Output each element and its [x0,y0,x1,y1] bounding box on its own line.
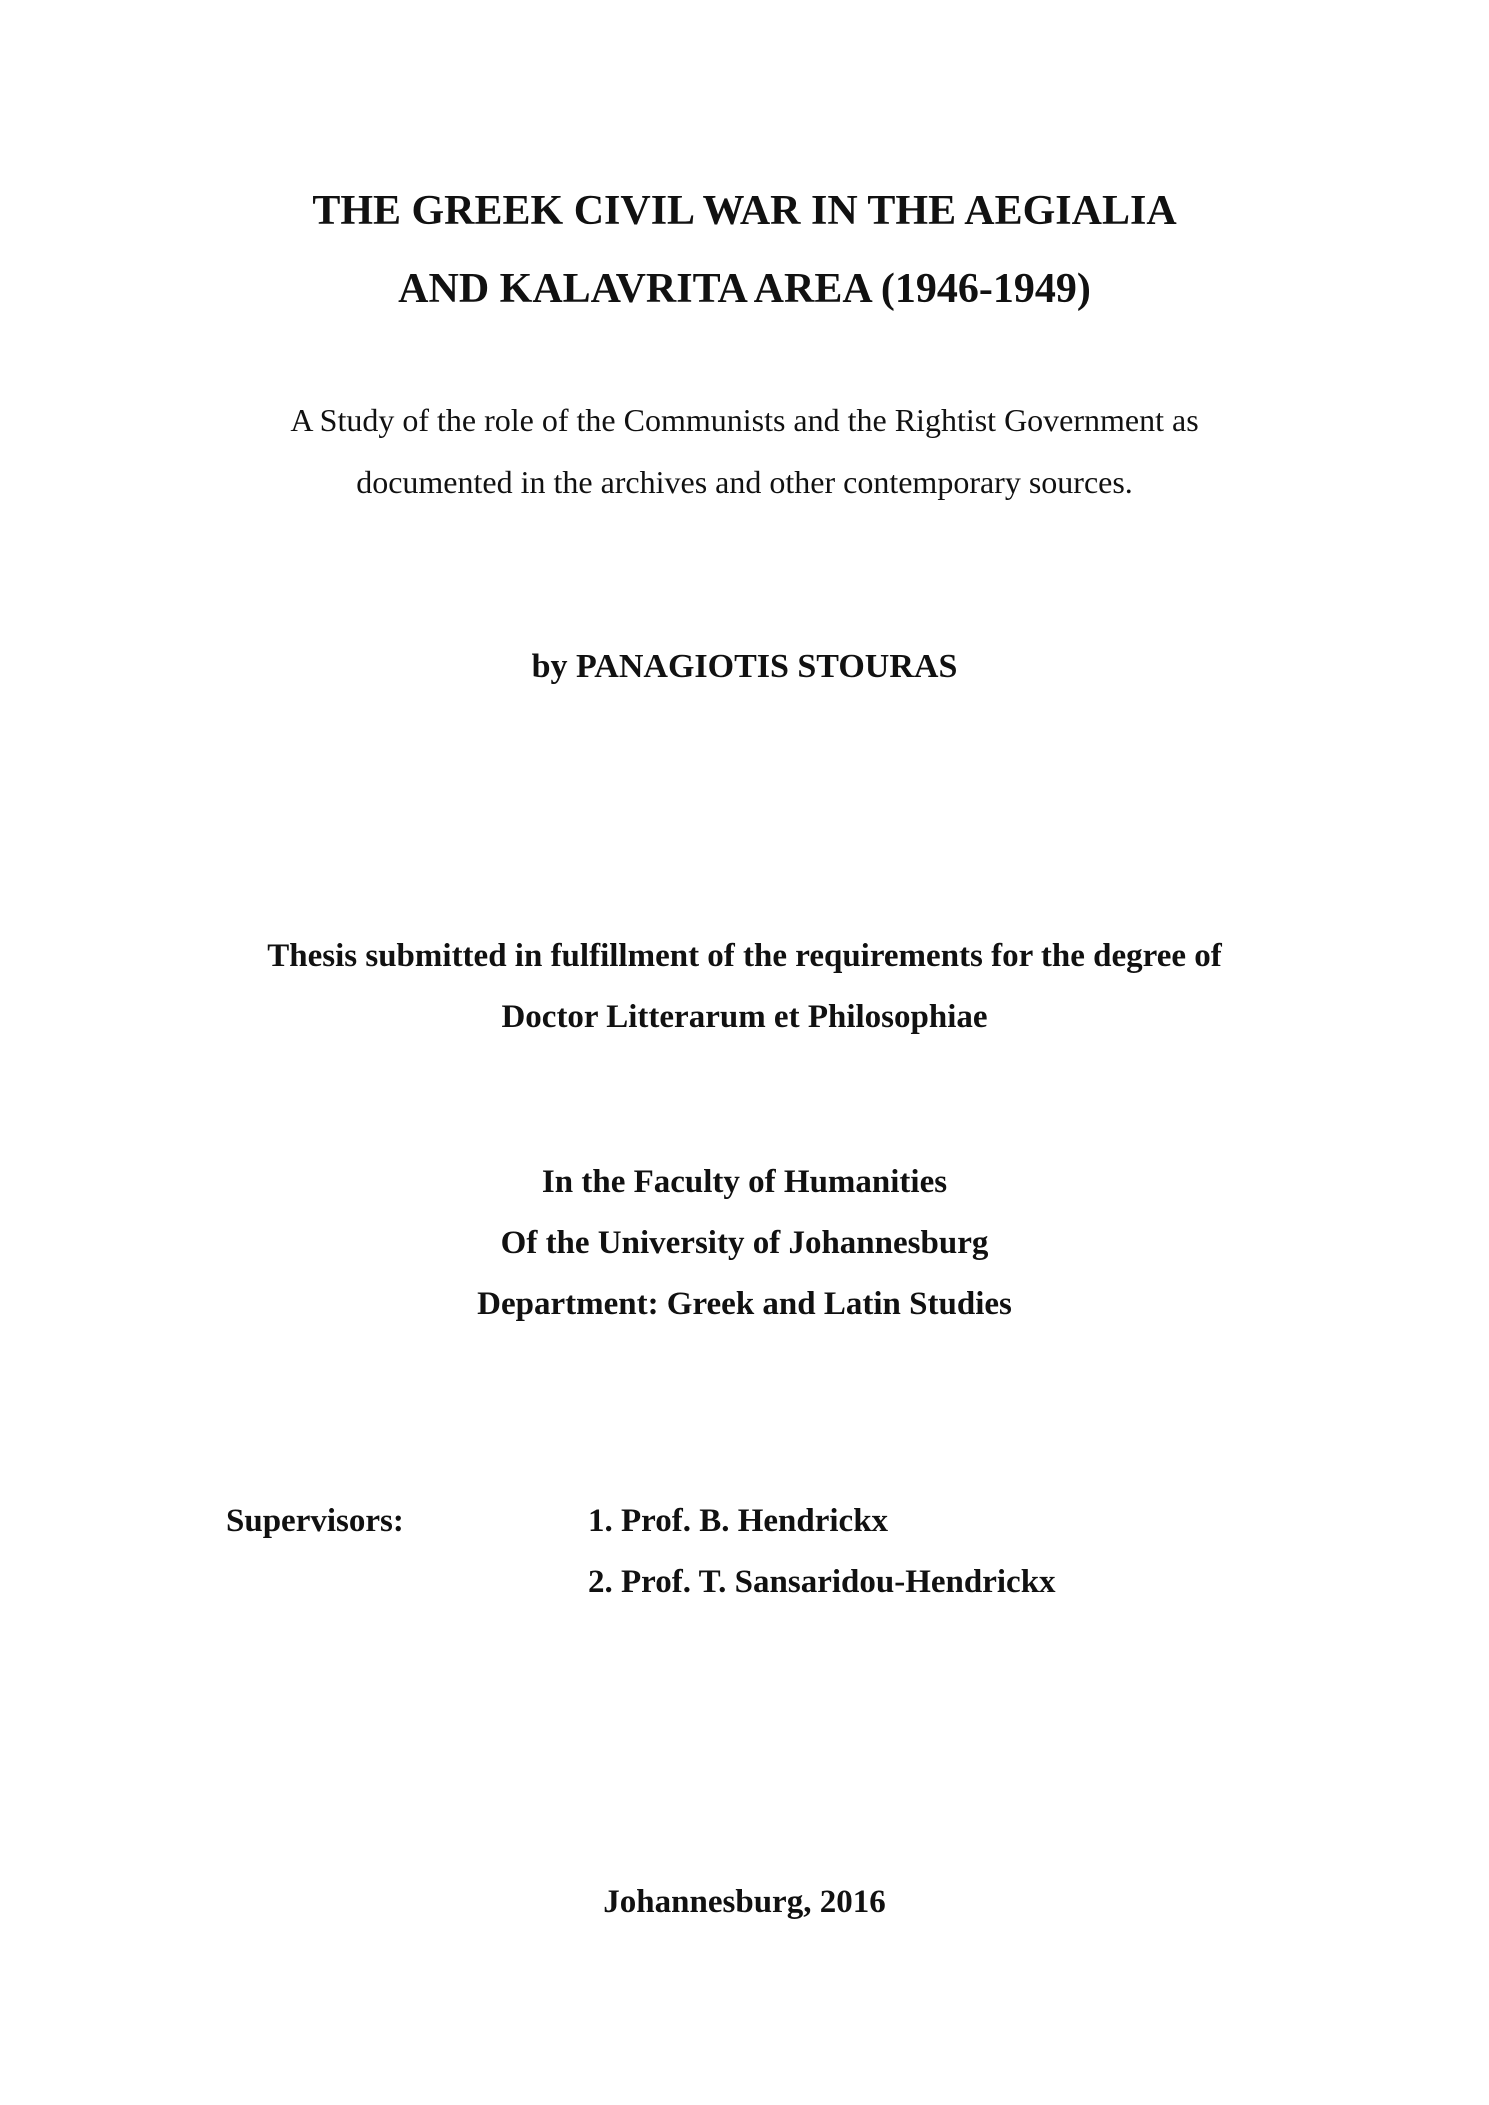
supervisors-label: Supervisors: [226,1503,404,1539]
supervisor-item-1: 1. Prof. B. Hendrickx [588,1503,889,1539]
subtitle-line-1: A Study of the role of the Communists and the Rightist Government as [290,402,1199,438]
supervisor-item-2: 2. Prof. T. Sansaridou-Hendrickx [588,1564,1056,1600]
thesis-statement-line-1: Thesis submitted in fulfillment of the requirements for the degree of [267,938,1222,974]
subtitle-line-2: documented in the archives and other contemporary sources. [356,464,1133,500]
degree-name: Doctor Litterarum et Philosophiae [501,999,988,1035]
title-line-1: THE GREEK CIVIL WAR IN THE AEGIALIA [312,188,1177,234]
place-and-date: Johannesburg, 2016 [603,1884,886,1920]
faculty-line: In the Faculty of Humanities [541,1164,948,1200]
author-line: by PANAGIOTIS STOURAS [531,648,958,685]
university-line: Of the University of Johannesburg [500,1225,989,1261]
department-line: Department: Greek and Latin Studies [477,1286,1012,1322]
title-line-2: AND KALAVRITA AREA (1946-1949) [398,266,1091,312]
